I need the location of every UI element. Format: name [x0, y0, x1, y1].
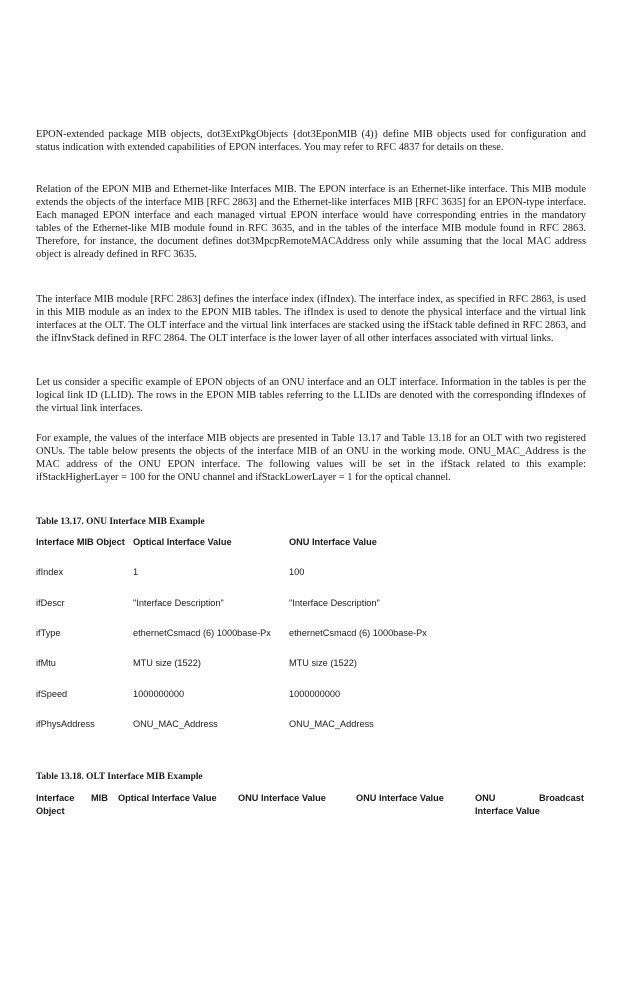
table-cell: ONU_MAC_Address [289, 719, 374, 729]
table-cell: "Interface Description" [133, 598, 224, 608]
table-cell: 1000000000 [289, 689, 341, 699]
paragraph-specific-example: Let us consider a specific example of EPON objects of an ONU interface and an OLT interface. Information in the tables is per the logical link ID (LLID). The rows in the EPON MIB tables referring to the LLIDs are denoted with the corresponding ifIndexes of the virtual link interfaces. [36, 377, 586, 415]
table2-header-object: Object [36, 806, 65, 816]
table-cell: ifType [36, 628, 61, 638]
paragraph-for-example: For example, the values of the interface MIB objects are presented in Table 13.17 and Table 13.18 for an OLT with two registered ONUs. The table below presents the objects of the interface MIB of an ONU in the working mode. ONU_MAC_Address is the MAC address of the ONU EPON interface. The following values will be set in the ifStack related to this example: ifStackHigherLayer = 100 for the ONU channel and ifStackLowerLayer = 1 for the optical channel. [36, 433, 586, 484]
table-cell: ifSpeed [36, 689, 68, 699]
table2-header-onu-1: ONU Interface Value [238, 793, 326, 803]
table-cell: ifMtu [36, 658, 56, 668]
table2-header-onu-2: ONU Interface Value [356, 793, 444, 803]
table2-header-interface-value: Interface Value [475, 806, 540, 816]
table2-header-onu-broadcast: ONU [475, 793, 496, 803]
table-cell: 100 [289, 567, 305, 577]
table-cell: ifPhysAddress [36, 719, 95, 729]
table1-header-object: Interface MIB Object [36, 537, 125, 547]
paragraph-extended-package: EPON-extended package MIB objects, dot3ExtPkgObjects {dot3EponMIB (4)} define MIB objects used for configuration and status indication with extended capabilities of EPON interfaces. You may refer to RFC 4837 for details on these. [36, 129, 586, 154]
table2-caption: Table 13.18. OLT Interface MIB Example [36, 772, 203, 782]
table-cell: 1000000000 [133, 689, 185, 699]
table-cell: ifIndex [36, 567, 64, 577]
table1-header-onu: ONU Interface Value [289, 537, 377, 547]
table-cell: ethernetCsmacd (6) 1000base-Px [289, 628, 427, 638]
table2-header-optical: Optical Interface Value [118, 793, 217, 803]
paragraph-interface-index: The interface MIB module [RFC 2863] defines the interface index (ifIndex). The interface index, as specified in RFC 2863, is used in this MIB module as an index to the EPON MIB tables. The ifIndex is used to denote the physical interface and the virtual link interfaces at the OLT. The OLT interface and the virtual link interfaces are stacked using the ifStack table defined in RFC 2863, and the ifInvStack defined in RFC 2864. The OLT interface is the lower layer of all other interfaces associated with virtual links. [36, 294, 586, 345]
table1-header-optical: Optical Interface Value [133, 537, 232, 547]
table2-header-mib: MIB [91, 793, 108, 803]
table-cell: ifDescr [36, 598, 65, 608]
table-cell: ethernetCsmacd (6) 1000base-Px [133, 628, 271, 638]
table-cell: MTU size (1522) [133, 658, 201, 668]
table2-header-interface: Interface [36, 793, 75, 803]
paragraph-relation: Relation of the EPON MIB and Ethernet-like Interfaces MIB. The EPON interface is an Ethernet-like interface. This MIB module extends the objects of the interface MIB [RFC 2863] and the Ethernet-like interfaces MIB [RFC 3635] for an EPON-type interface. Each managed EPON interface and each managed virtual EPON interface would have corresponding entries in the mandatory tables of the Ethernet-like MIB module found in RFC 3635, and in the tables of the interface MIB module found in RFC 2863. Therefore, for instance, the document defines dot3MpcpRemoteMACAddress only while assuming that the local MAC address object is already defined in RFC 3635. [36, 184, 586, 261]
table2-header-broadcast: Broadcast [539, 793, 584, 803]
table-cell: MTU size (1522) [289, 658, 357, 668]
table1-caption: Table 13.17. ONU Interface MIB Example [36, 517, 205, 527]
table-cell: "Interface Description" [289, 598, 380, 608]
table-cell: ONU_MAC_Address [133, 719, 218, 729]
table-cell: 1 [133, 567, 139, 577]
